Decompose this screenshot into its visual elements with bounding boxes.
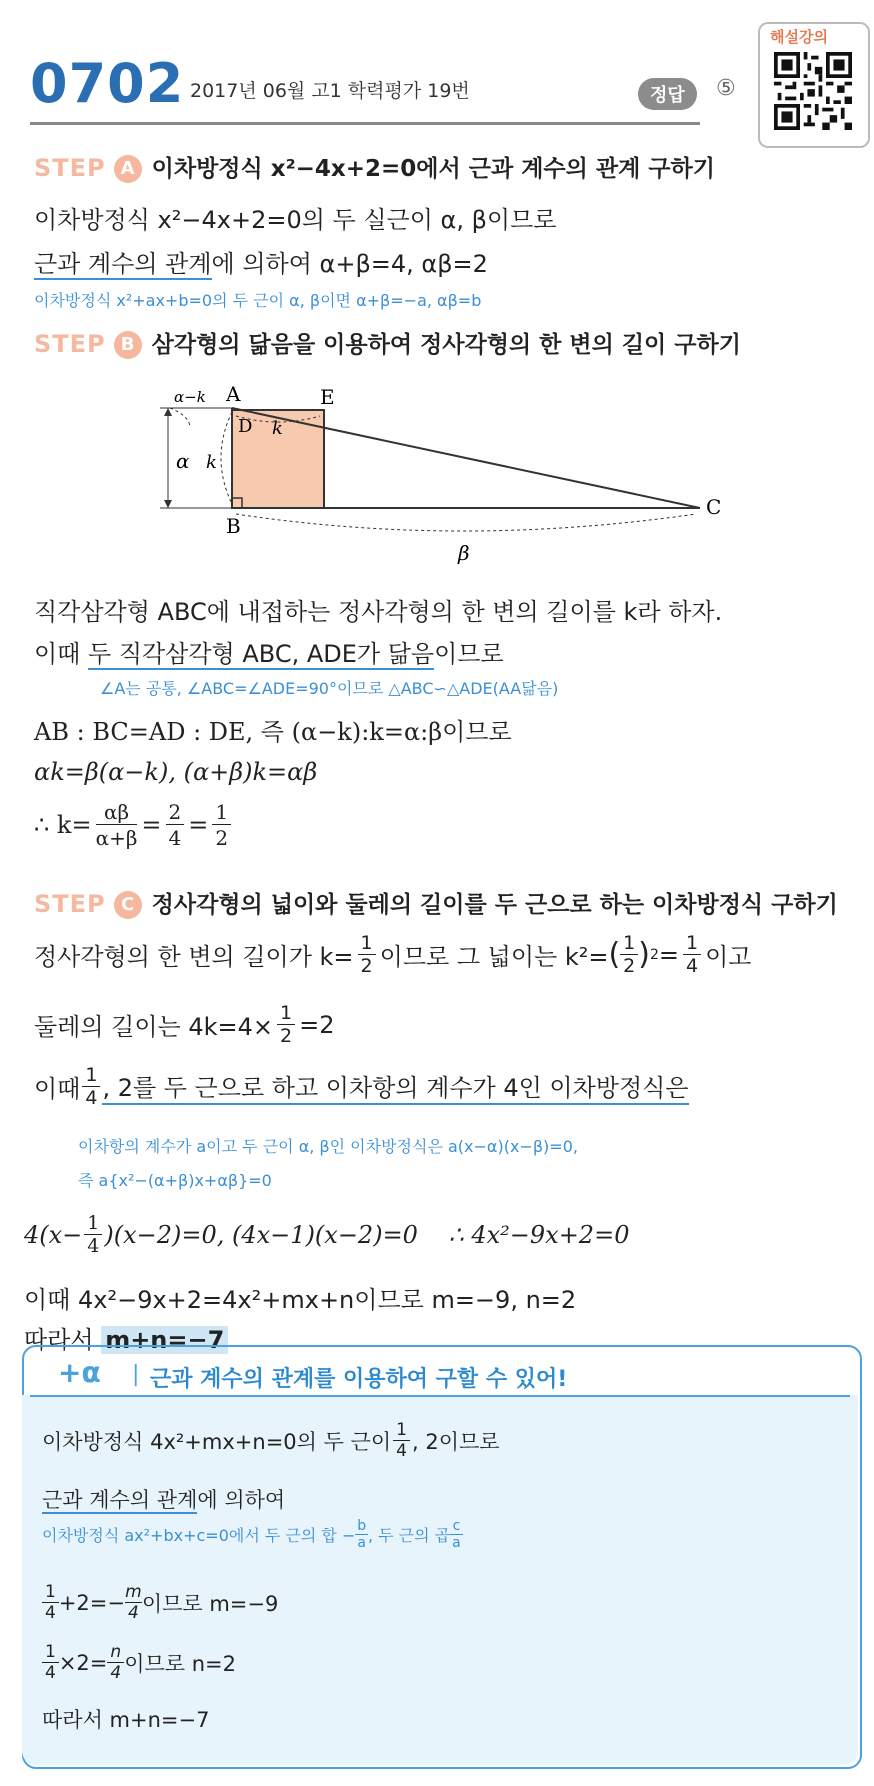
step-a-note: 이차방정식 x²+ax+b=0의 두 근이 α, β이면 α+β=−a, αβ=b: [34, 291, 482, 310]
qr-code-icon[interactable]: [774, 52, 852, 130]
step-c-note1: 이차항의 계수가 a이고 두 근이 α, β인 이차방정식은 a(x−α)(x−β)=0,: [78, 1137, 578, 1156]
plus-line5: 따라서 m+n=−7: [42, 1708, 210, 1732]
step-b-line2: 이때 두 직각삼각형 ABC, ADE가 닮음이므로: [34, 640, 504, 668]
fraction-b-over-a: $\frac{b}{a}$: [357, 1518, 367, 1551]
fraction-half-2: 1 2: [620, 932, 638, 977]
step-c-line1: 정사각형의 한 변의 길이가 k= $\frac{1}{2}$ 이므로 그 넓이는 k²= ( 1 2 ) 2 = 1 4 이고: [34, 932, 752, 977]
step-c-line3: 이때 1 4 , 2를 두 근으로 하고 이차항의 계수가 4인 이차방정식은: [34, 1064, 689, 1109]
step-c-line6: 따라서 m+n=−7: [24, 1320, 228, 1355]
step-b-highlight: 두 직각삼각형 ABC, ADE가 닮음: [88, 640, 435, 668]
fraction-half: $\frac{1}{2}$: [358, 932, 376, 977]
qr-title: 해설강의: [770, 28, 828, 46]
fraction-half-3: $\frac{1}{2}$: [277, 1002, 295, 1047]
plus-line2: 근과 계수의 관계에 의하여: [42, 1488, 286, 1512]
fraction-quarter-5: 1 4: [42, 1582, 59, 1623]
fraction-quarter-4: 1 4: [393, 1420, 410, 1461]
beta-arc: [236, 514, 696, 531]
step-c-line2: 둘레의 길이는 4k=4× $\frac{1}{2}$ =2: [34, 1002, 335, 1047]
title-separator: |: [132, 1362, 140, 1387]
step-b-note: ∠A는 공통, ∠ABC=∠ADE=90°이므로 △ABC∽△ADE(AA닮음): [100, 679, 559, 698]
label-alpha-minus-k: α−k: [174, 388, 206, 406]
k-left-arc: [221, 412, 232, 504]
vertex-e: E: [320, 385, 335, 409]
header-divider: [30, 122, 700, 125]
step-a-highlight: 근과 계수의 관계: [34, 250, 212, 278]
plus-alpha-icon: +α: [58, 1356, 101, 1389]
plus-alpha-divider: [30, 1395, 850, 1397]
step-c-badge: C: [114, 891, 142, 919]
fraction-quarter: 1 4: [683, 932, 701, 977]
step-b-line4: αk=β(α−k), (α+β)k=αβ: [34, 758, 318, 786]
vertex-c: C: [706, 495, 722, 519]
step-c-highlight: , 2를 두 근으로 하고 이차항의 계수가 4인 이차방정식은: [102, 1068, 688, 1105]
step-b-badge: B: [114, 331, 142, 359]
plus-note: 이차방정식 ax²+bx+c=0에서 두 근의 합 − $\frac{b}{a}$ , 두 근의 곱 c a: [42, 1518, 461, 1551]
step-b-line3: AB : BC=AD : DE, 즉 (α−k):k=α:β이므로: [34, 718, 512, 746]
fraction-quarter-6: $\frac{1}{4}$: [42, 1642, 59, 1683]
fraction-quarter-2: 1 4: [82, 1064, 100, 1109]
final-answer: m+n=−7: [101, 1326, 228, 1354]
step-b-line1: 직각삼각형 ABC에 내접하는 정사각형의 한 변의 길이를 k라 하자.: [34, 598, 723, 626]
step-c-note2: 즉 a{x²−(α+β)x+αβ}=0: [78, 1171, 272, 1190]
step-a-badge: A: [114, 155, 142, 183]
plus-line1: 이차방정식 4x²+mx+n=0의 두 근이 1 4 , 2이므로: [42, 1420, 500, 1461]
triangle-diagram: [160, 368, 740, 578]
label-alpha: α: [176, 449, 190, 473]
answer-label: 정답: [638, 78, 697, 110]
step-a-line2: 근과 계수의 관계에 의하여 α+β=4, αβ=2: [34, 250, 488, 278]
vertex-b: B: [226, 514, 241, 538]
fraction-c-over-a: c a: [452, 1518, 461, 1551]
step-a-title: 이차방정식 x²−4x+2=0에서 근과 계수의 관계 구하기: [151, 156, 715, 182]
label-k-left: k: [206, 452, 217, 473]
step-c-title: 정사각형의 넓이와 둘레의 길이를 두 근으로 하는 이차방정식 구하기: [151, 892, 838, 918]
step-a-line1: 이차방정식 x²−4x+2=0의 두 실근이 α, β이므로: [34, 206, 557, 234]
problem-source: 2017년 06월 고1 학력평가 19번: [190, 80, 470, 102]
label-k-top: k: [272, 418, 283, 439]
plus-line4: $\frac{1}{4}$ ×2= $\frac{n}{4}$ 이므로 n=2: [42, 1642, 236, 1683]
fraction-quarter-3: $\frac{1}{4}$: [84, 1212, 102, 1257]
fraction-n-over-4: $\frac{n}{4}$: [107, 1642, 124, 1683]
step-b-title: 삼각형의 닮음을 이용하여 정사각형의 한 변의 길이 구하기: [151, 332, 741, 358]
answer-value: ⑤: [716, 76, 736, 101]
problem-number: 0702: [30, 52, 185, 115]
fraction-m-over-4: $\frac{m}{4}$: [125, 1582, 142, 1623]
step-c-line4: 4(x− $\frac{1}{4}$ )(x−2)=0, (4x−1)(x−2)=0 ∴ 4x²−9x+2=0: [24, 1212, 630, 1257]
step-b-heading: STEP B 삼각형의 닮음을 이용하여 정사각형의 한 변의 길이 구하기: [34, 330, 741, 358]
fraction-2-over-4: 2 4: [166, 800, 185, 850]
step-b-line5: ∴ k= $\frac{\alpha\beta}{\alpha+\beta}$ = 2 4 = 1 2: [34, 800, 235, 850]
fraction-1-over-2: 1 2: [212, 800, 231, 850]
step-a-heading: STEP A 이차방정식 x²−4x+2=0에서 근과 계수의 관계 구하기: [34, 154, 715, 182]
label-beta: β: [458, 541, 470, 565]
vertex-d: D: [238, 416, 253, 437]
fraction-ab-over-a-plus-b: $\frac{\alpha\beta}{\alpha+\beta}$: [95, 800, 138, 850]
vertex-a: A: [226, 382, 241, 406]
plus-alpha-title: 근과 계수의 관계를 이용하여 구할 수 있어!: [150, 1367, 568, 1392]
step-c-line5: 이때 4x²−9x+2=4x²+mx+n이므로 m=−9, n=2: [24, 1286, 577, 1314]
step-c-heading: STEP C 정사각형의 넓이와 둘레의 길이를 두 근으로 하는 이차방정식 구하기: [34, 890, 838, 918]
plus-line3: 1 4 +2=− $\frac{m}{4}$ 이므로 m=−9: [42, 1582, 278, 1623]
